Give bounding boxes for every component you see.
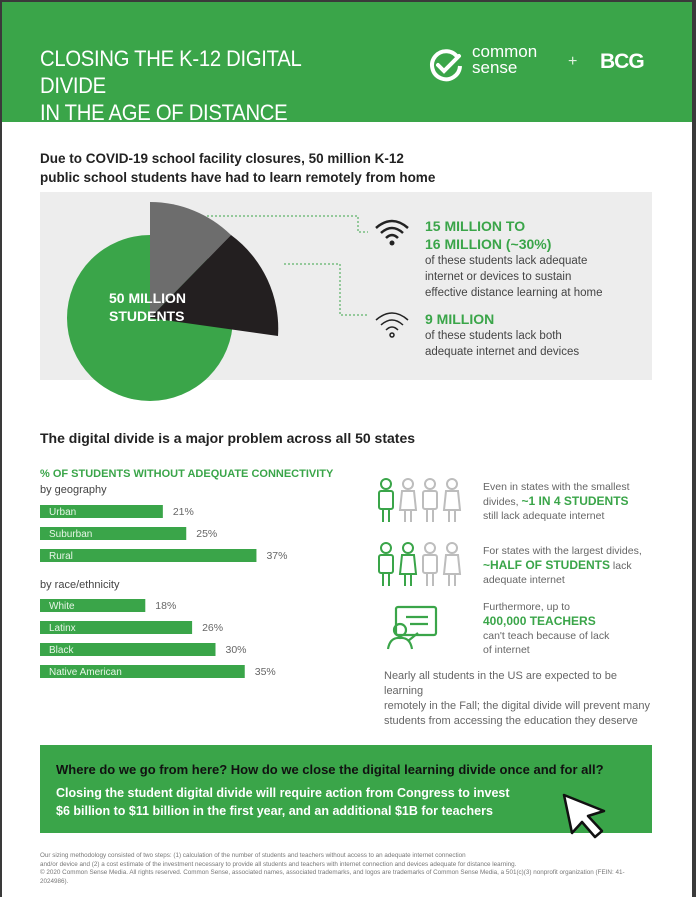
stat-1-desc-line-1: of these students lack adequate xyxy=(425,255,588,267)
fact-1-line-3: still lack adequate internet xyxy=(483,510,605,522)
bar-value-rural: 37% xyxy=(266,550,288,562)
stat-1-desc-line-3: effective distance learning at home xyxy=(425,287,603,299)
section-heading: The digital divide is a major problem across all 50 states xyxy=(40,430,416,446)
call-to-action-banner xyxy=(40,745,652,833)
stat-2-desc-line-1: of these students lack both xyxy=(425,330,562,342)
fact-3-highlight: 400,000 TEACHERS xyxy=(483,614,596,628)
logo-text-sense: sense xyxy=(472,58,518,77)
stat-2-desc-line-2: adequate internet and devices xyxy=(425,346,580,358)
plus-sign: + xyxy=(568,53,578,70)
intro-line-1: Due to COVID-19 school facility closures, 50 million K-12 xyxy=(40,151,404,166)
group-label-race: by race/ethnicity xyxy=(40,579,120,591)
bcg-logo: BCG xyxy=(600,50,644,73)
students-half-icon xyxy=(374,540,464,590)
cta-answer-line-2: $6 billion to $11 billion in the first year, and an additional $1B for teachers xyxy=(56,804,493,818)
pie-label-line-1: 50 MILLION xyxy=(109,290,187,306)
pie-label-line-2: STUDENTS xyxy=(109,308,185,324)
bar-value-white: 18% xyxy=(155,600,177,612)
stat-1-desc-line-2: internet or devices to sustain xyxy=(425,271,572,283)
fact-largest-divides xyxy=(483,544,642,587)
logo-text-common: common xyxy=(472,42,538,61)
fact-2-line-2c: lack xyxy=(610,560,632,572)
closing-line-1: Nearly all students in the US are expected to be learning xyxy=(384,670,617,697)
title-line-1: CLOSING THE K-12 DIGITAL DIVIDE xyxy=(40,46,301,98)
fact-1-line-1: Even in states with the smallest xyxy=(483,481,630,493)
cursor-arrow-icon xyxy=(560,791,610,839)
stat-1-number-line-2: 16 MILLION (~30%) xyxy=(425,236,552,252)
footnote-line-2: and/or device and (2) a cost estimate of the investment necessary to provide all students and teachers with internet connection and devices adequate for distance learning. xyxy=(40,860,517,868)
fact-teachers xyxy=(483,600,609,657)
footnote-line-1: Our sizing methodology consisted of two steps: (1) calculation of the number of students and teachers without access to an adequate internet connection xyxy=(40,852,466,859)
stat-1-number xyxy=(425,217,551,253)
chart-title: % OF STUDENTS WITHOUT ADEQUATE CONNECTIVITY xyxy=(40,468,334,480)
cta-answer xyxy=(56,784,536,820)
closing-line-2: remotely in the Fall; the digital divide will prevent many xyxy=(384,700,650,712)
fact-3-line-1: Furthermore, up to xyxy=(483,601,570,613)
bar-label-white: White xyxy=(49,601,75,612)
fact-1-line-2a: divides, xyxy=(483,496,522,508)
stat-2-number-line-1: 9 MILLION xyxy=(425,311,495,327)
teacher-icon xyxy=(386,605,438,651)
fact-smallest-divides xyxy=(483,480,629,523)
fact-2-line-3: adequate internet xyxy=(483,574,565,586)
cta-answer-line-1: Closing the student digital divide will require action from Congress to invest xyxy=(56,786,510,800)
infographic-page xyxy=(2,2,692,897)
footnote-line-3: © 2020 Common Sense Media. All rights reserved. Common Sense, associated names, associated trademarks, and logos are trademarks of Common Sense Media, a 501(c)(3) nonprofit organization (FEIN: 41-2024986). xyxy=(40,869,625,885)
fact-3-line-4: of internet xyxy=(483,644,530,656)
stat-2-number xyxy=(425,310,494,328)
bar-label-urban: Urban xyxy=(49,507,77,518)
wifi-off-icon xyxy=(374,310,410,338)
intro-line-2: public school students have had to learn remotely from home xyxy=(40,170,436,185)
fact-1-highlight: ~1 IN 4 STUDENTS xyxy=(521,494,629,508)
fact-3-line-3: can't teach because of lack xyxy=(483,630,610,642)
bar-value-black: 30% xyxy=(225,644,247,656)
bar-value-suburban: 25% xyxy=(196,528,218,540)
stat-1-number-line-1: 15 MILLION TO xyxy=(425,218,526,234)
closing-line-3: students from accessing the education they deserve xyxy=(384,715,638,727)
footnote xyxy=(40,852,640,886)
fact-2-highlight: ~HALF OF STUDENTS xyxy=(483,558,611,572)
bar-label-rural: Rural xyxy=(49,551,73,562)
bar-label-black: Black xyxy=(49,645,74,656)
bar-value-native-american: 35% xyxy=(254,666,276,678)
cta-question: Where do we go from here? How do we close the digital learning divide once and for all? xyxy=(56,762,604,777)
group-label-geography: by geography xyxy=(40,484,107,496)
wifi-icon xyxy=(374,218,410,246)
bar-value-latinx: 26% xyxy=(202,622,224,634)
title-line-2: IN THE AGE OF DISTANCE LEARNING xyxy=(40,100,288,152)
stat-1-description xyxy=(425,253,603,301)
bar-label-latinx: Latinx xyxy=(49,623,76,634)
fact-2-line-1: For states with the largest divides, xyxy=(483,545,642,557)
closing-statement xyxy=(384,669,654,729)
bar-value-urban: 21% xyxy=(172,506,194,518)
bar-label-suburban: Suburban xyxy=(49,529,93,540)
bar-label-native-american: Native American xyxy=(49,667,122,678)
stat-2-description xyxy=(425,328,579,360)
connectivity-bar-chart xyxy=(2,2,362,702)
students-quarter-icon xyxy=(374,476,464,526)
